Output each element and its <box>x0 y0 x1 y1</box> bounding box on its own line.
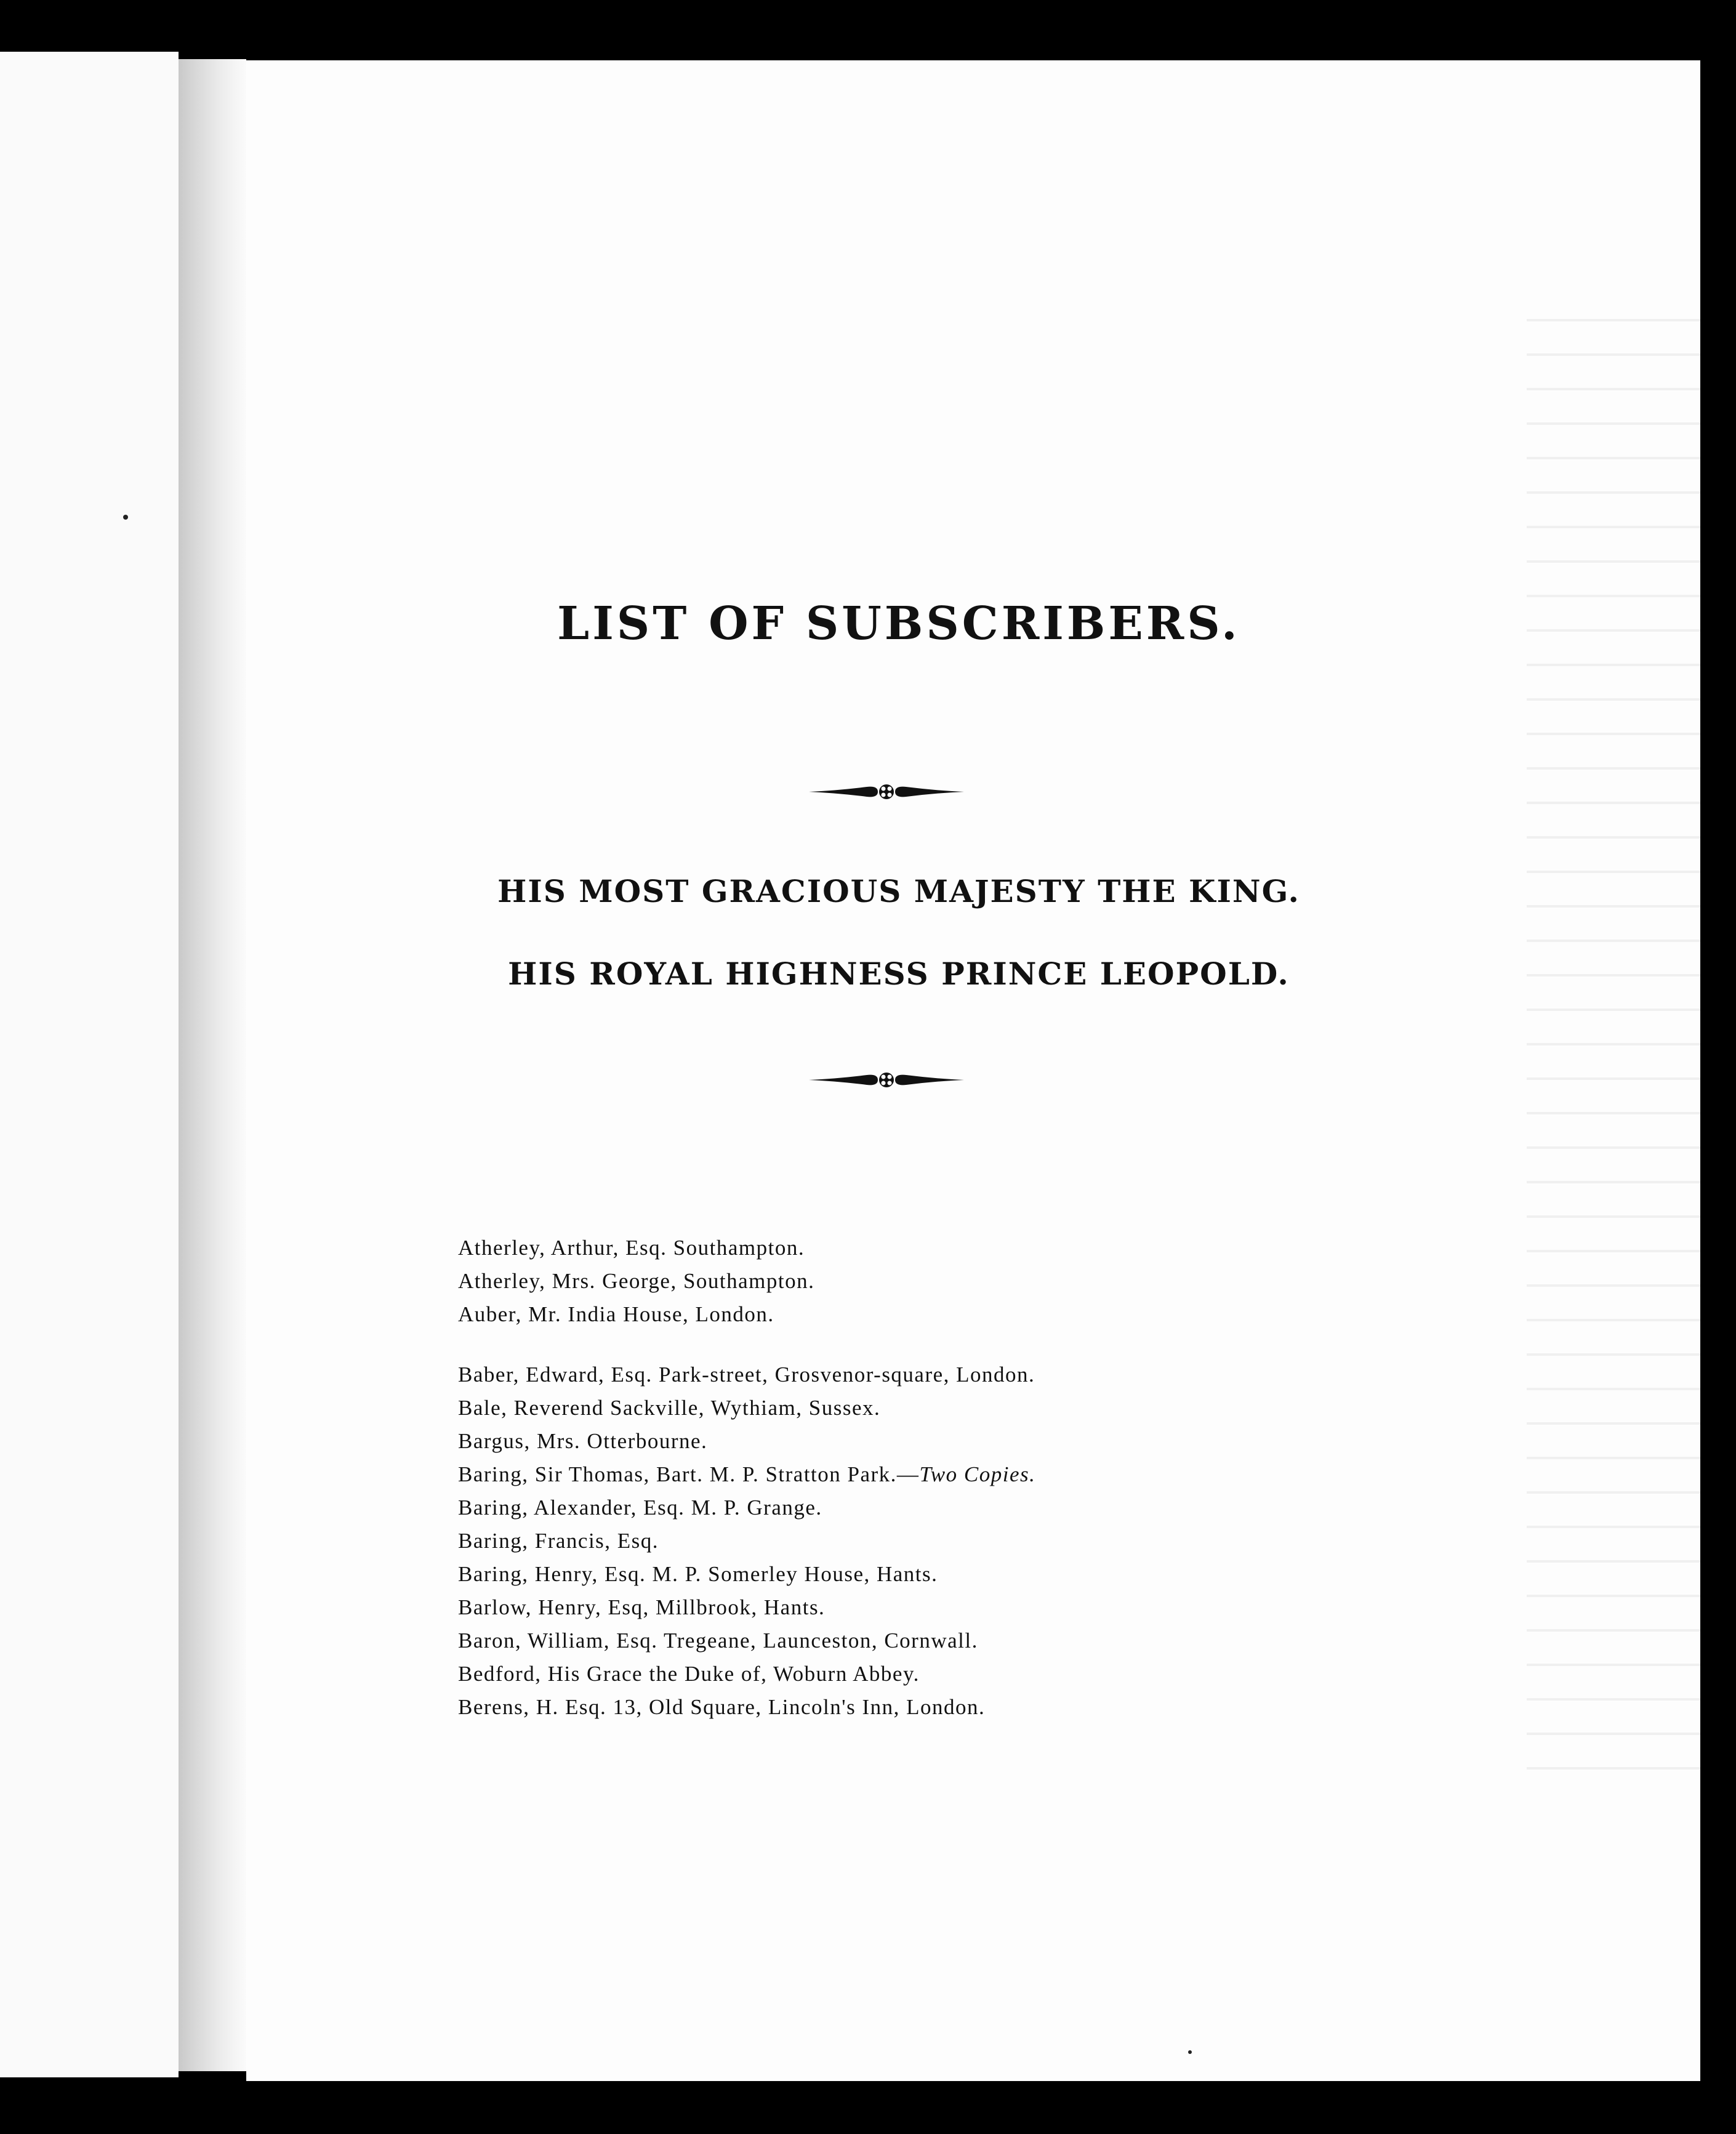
subscriber-entry: Baring, Alexander, Esq. M. P. Grange. <box>458 1496 822 1520</box>
ornament-divider-icon <box>806 779 966 804</box>
subscriber-entry: Bedford, His Grace the Duke of, Woburn Abbey. <box>458 1662 920 1686</box>
group-separator <box>458 1331 1320 1358</box>
subscriber-entry: Baring, Francis, Esq. <box>458 1529 659 1553</box>
subscriber-entry-text: Baring, Sir Thomas, Bart. M. P. Stratton Park.— <box>458 1462 920 1486</box>
book-gutter <box>179 59 246 2071</box>
subscriber-entry: Baber, Edward, Esq. Park-street, Grosvenor-square, London. <box>458 1363 1035 1387</box>
ink-speck <box>123 515 128 520</box>
subscriber-entry-note: Two Copies. <box>919 1462 1036 1486</box>
subscriber-entry: Bale, Reverend Sackville, Wythiam, Sussex. <box>458 1396 881 1420</box>
ornament-divider-icon <box>806 1068 966 1092</box>
left-page-edge <box>0 52 179 2077</box>
royal-subscriber-prince: HIS ROYAL HIGHNESS PRINCE LEOPOLD. <box>508 956 1290 992</box>
subscriber-entry: Baring, Henry, Esq. M. P. Somerley House, Hants. <box>458 1562 938 1586</box>
royal-subscriber-king: HIS MOST GRACIOUS MAJESTY THE KING. <box>497 873 1300 909</box>
subscriber-list <box>458 1231 1320 1724</box>
subscriber-entry: Barlow, Henry, Esq, Millbrook, Hants. <box>458 1595 826 1619</box>
subscriber-entry: Auber, Mr. India House, London. <box>458 1302 774 1326</box>
subscriber-entry: Baron, William, Esq. Tregeane, Launceston, Cornwall. <box>458 1629 978 1653</box>
subscriber-entry: Atherley, Mrs. George, Southampton. <box>458 1269 815 1293</box>
right-page <box>246 60 1700 2081</box>
subscriber-entry: Bargus, Mrs. Otterbourne. <box>458 1429 708 1453</box>
page-title: LIST OF SUBSCRIBERS. <box>557 597 1240 650</box>
subscriber-entry: Atherley, Arthur, Esq. Southampton. <box>458 1236 805 1260</box>
show-through-text <box>1527 319 1736 1797</box>
subscriber-entry: Berens, H. Esq. 13, Old Square, Lincoln's Inn, London. <box>458 1695 986 1719</box>
ink-speck <box>1188 2050 1192 2054</box>
subscriber-entry <box>458 1458 1320 1491</box>
